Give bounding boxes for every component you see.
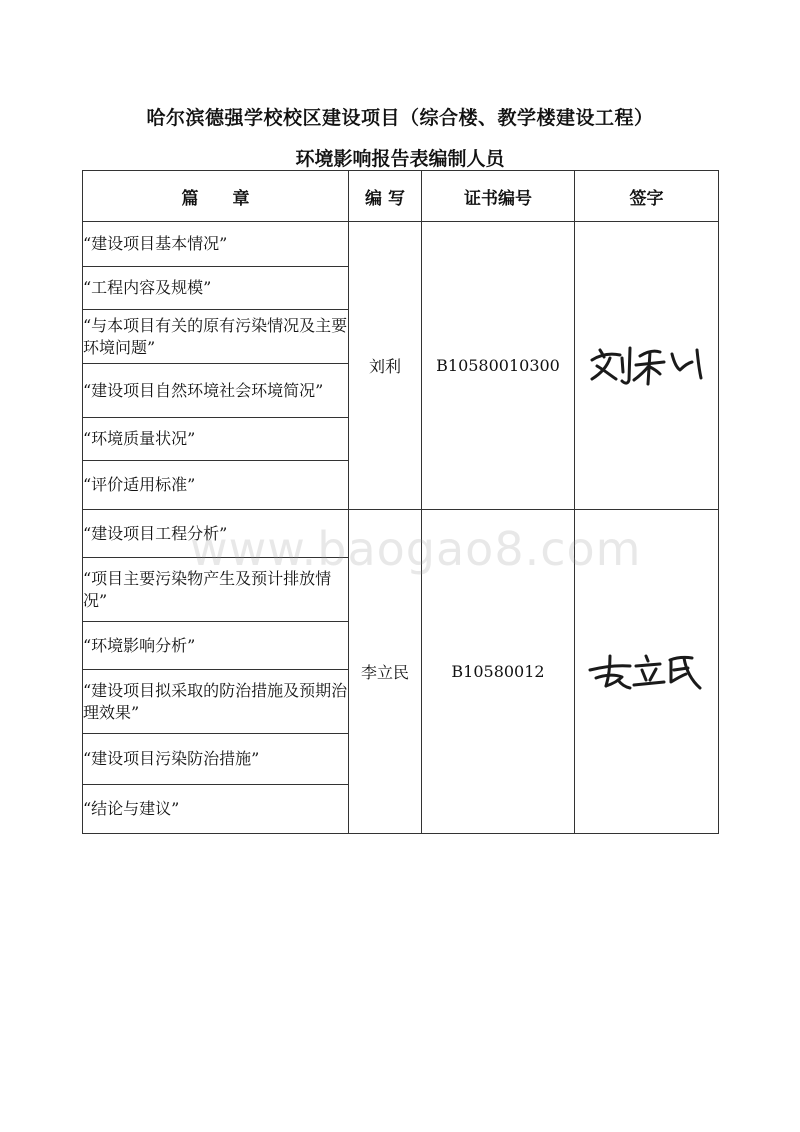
cert-number: B10580012 — [422, 510, 575, 834]
chapter-cell: “工程内容及规模” — [83, 267, 349, 310]
report-title: 哈尔滨德强学校校区建设项目（综合楼、教学楼建设工程） — [146, 107, 654, 129]
header-row — [83, 171, 719, 222]
chapter-cell: “结论与建议” — [83, 785, 349, 834]
watermark: www.baogao8.com — [190, 522, 642, 576]
staff-table — [82, 170, 719, 834]
writer-name: 刘利 — [349, 222, 422, 510]
signature-liu-li-icon — [588, 340, 706, 388]
header-signature: 签字 — [575, 171, 719, 222]
chapter-cell: “建设项目工程分析” — [83, 510, 349, 558]
chapter-cell: “建设项目污染防治措施” — [83, 734, 349, 785]
header-cert: 证书编号 — [422, 171, 575, 222]
signature-li-limin-icon — [588, 648, 706, 692]
chapter-cell: “项目主要污染物产生及预计排放情况” — [83, 558, 349, 622]
cert-number: B10580010300 — [422, 222, 575, 510]
header-writer: 编 写 — [349, 171, 422, 222]
chapter-cell: “建设项目基本情况” — [83, 222, 349, 267]
table-row — [83, 222, 719, 267]
chapter-cell: “评价适用标准” — [83, 461, 349, 510]
report-subtitle: 环境影响报告表编制人员 — [295, 148, 505, 170]
chapter-cell: “与本项目有关的原有污染情况及主要环境问题” — [83, 310, 349, 364]
writer-name: 李立民 — [349, 510, 422, 834]
chapter-cell: “环境质量状况” — [83, 418, 349, 461]
chapter-cell: “建设项目自然环境社会环境简况” — [83, 364, 349, 418]
chapter-cell: “环境影响分析” — [83, 622, 349, 670]
header-chapter: 篇 章 — [83, 171, 349, 222]
table-row — [83, 510, 719, 558]
signature-cell — [575, 510, 719, 834]
signature-cell — [575, 222, 719, 510]
chapter-cell: “建设项目拟采取的防治措施及预期治理效果” — [83, 670, 349, 734]
